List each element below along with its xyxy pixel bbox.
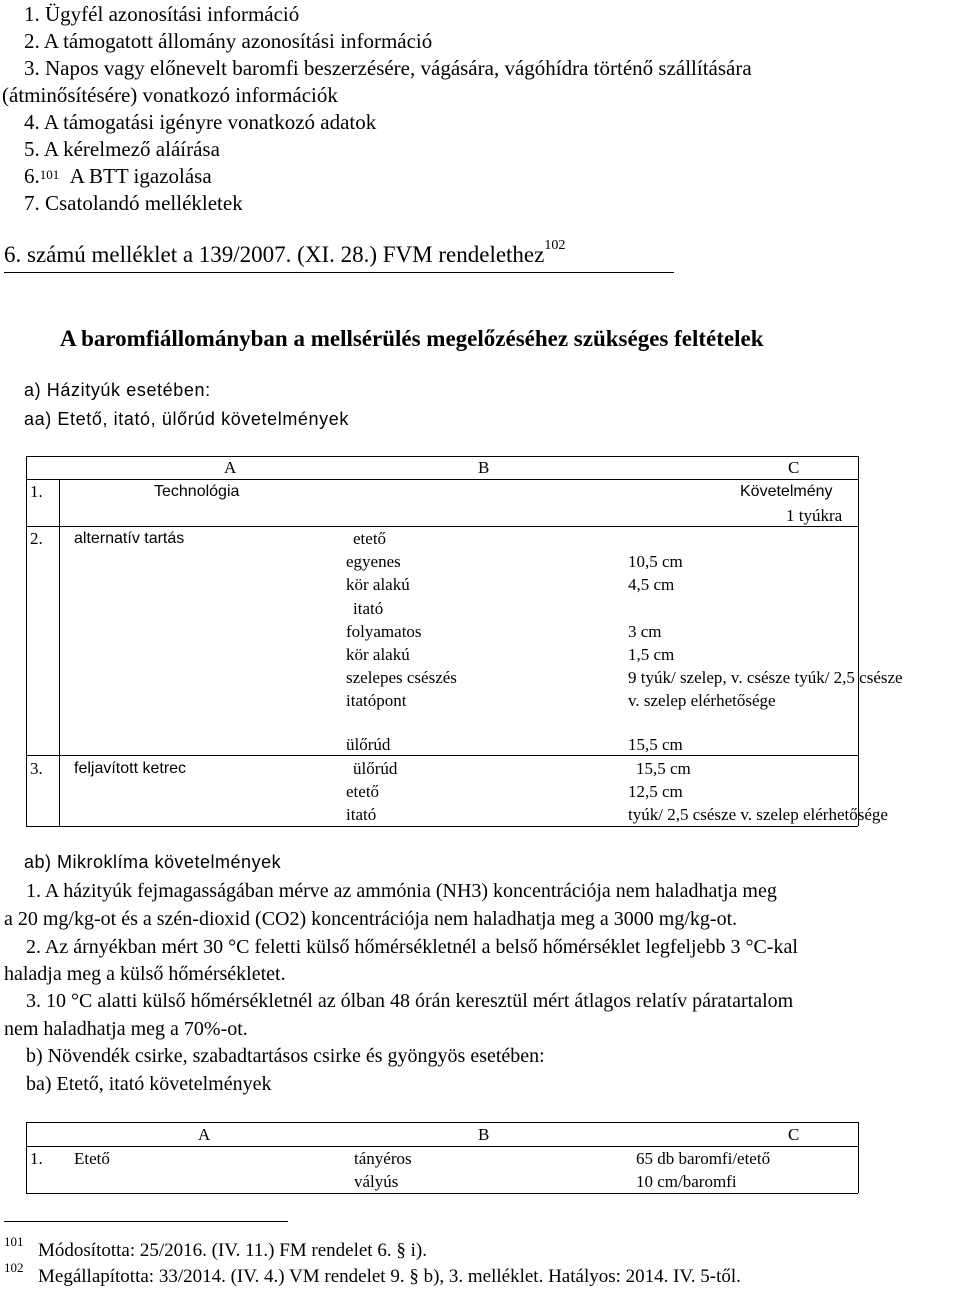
toc-item-2: 2. A támogatott állomány azonosítási információ [24, 29, 433, 53]
table-1-num-col-border [59, 479, 60, 826]
table-1-r3-drinker-value: tyúk/ 2,5 csésze v. szelep elérhetősége [628, 805, 888, 824]
annex-title-underline [4, 272, 674, 273]
toc-item-4: 4. A támogatási igényre vonatkozó adatok [24, 110, 377, 134]
table-1-r1-per-hen: 1 tyúkra [786, 506, 843, 525]
toc-item-1: 1. Ügyfél azonosítási információ [24, 2, 300, 26]
table-1-r3-perch-value: 15,5 cm [636, 759, 691, 778]
table-1-r3-drinker: itató [346, 805, 377, 824]
toc-item-5: 5. A kérelmező aláírása [24, 137, 220, 161]
table-1-r2-continuous: folyamatos [346, 622, 422, 641]
annex-heading: A baromfiállományban a mellsérülés megelőzéséhez szükséges feltételek [60, 326, 764, 351]
section-b-heading: b) Növendék csirke, szabadtartásos csirke és gyöngyös esetében: [26, 1045, 545, 1067]
footnote-ref-101[interactable]: 101 [39, 167, 60, 182]
microclimate-p1: 1. A házityúk fejmagasságában mérve az ammónia (NH3) koncentrációja nem haladhatja meg [26, 880, 777, 902]
footnote-101-text: Módosította: 25/2016. (IV. 11.) FM rendelet 6. § i). [38, 1240, 427, 1261]
table-1-r2-valve-cup: szelepes csészés [346, 668, 457, 687]
table-2-r1-feeder: Etető [74, 1149, 110, 1168]
table-1-r1-technology: Technológia [154, 483, 240, 500]
table-1-r2-valve-cup-value: 9 tyúk/ szelep, v. csésze tyúk/ 2,5 csésze [628, 668, 903, 687]
microclimate-p2: 2. Az árnyékban mért 30 °C feletti külső hőmérsékletnél a belső hőmérséklet legfeljebb 3 °C-kal [26, 936, 798, 958]
table-1-r2-drinking-point: itatópont [346, 691, 407, 710]
table-2-col-a-header: A [198, 1125, 211, 1144]
section-ba-heading: ba) Etető, itató követelmények [26, 1073, 272, 1095]
table-1-r2-straight: egyenes [346, 552, 401, 571]
table-1-col-b-header: B [478, 458, 490, 477]
section-aa-heading: aa) Etető, itató, ülőrúd követelmények [24, 409, 349, 429]
footnote-102-text: Megállapította: 33/2014. (IV. 4.) VM rendelet 9. § b), 3. melléklet. Hatályos: 2014. IV. 5-től. [38, 1266, 741, 1287]
table-2-r1-num: 1. [30, 1149, 43, 1168]
footnote-separator [4, 1221, 288, 1222]
table-1-r1-requirement: Követelmény [740, 483, 833, 500]
table-2-r2-trough: vályús [354, 1172, 399, 1191]
table-1-r2-circular-drinker: kör alakú [346, 645, 410, 664]
table-1-right-border [858, 456, 859, 826]
table-2-right-border [858, 1122, 859, 1193]
table-2-r1-plate: tányéros [354, 1149, 412, 1168]
table-1-header-border [26, 479, 858, 480]
table-1-r2-circular-drinker-value: 1,5 cm [628, 645, 675, 664]
table-1-r2-technology: alternatív tartás [74, 530, 185, 547]
table-1-r3-perch: ülőrúd [353, 759, 398, 778]
table-1-r3-feeder: etető [346, 782, 380, 801]
footnote-ref-102[interactable]: 102 [544, 238, 566, 253]
table-1-row1-border [26, 526, 858, 527]
table-1-col-c-header: C [788, 458, 800, 477]
table-1-r3-technology: feljavított ketrec [74, 760, 187, 777]
table-2-left-border [26, 1122, 27, 1193]
footnote-102-num: 102 [4, 1260, 24, 1275]
table-1-r3-num: 3. [30, 759, 43, 778]
microclimate-p3: 3. 10 °C alatti külső hőmérsékletnél az ólban 48 órán keresztül mért átlagos relatív páratartalom [26, 990, 794, 1012]
section-a-heading: a) Házityúk esetében: [24, 380, 211, 400]
table-2-header-border [26, 1146, 858, 1147]
table-1-r2-num: 2. [30, 529, 43, 548]
table-2-r1-value: 65 db baromfi/etető [636, 1149, 771, 1168]
table-1-r1-num: 1. [30, 482, 43, 501]
table-1-col-a-header: A [224, 458, 237, 477]
table-1-r2-circular-value: 4,5 cm [628, 575, 675, 594]
table-1-r3-feeder-value: 12,5 cm [628, 782, 683, 801]
toc-item-6-text: A BTT igazolása [69, 164, 212, 188]
table-1-row2-border [26, 755, 858, 756]
table-1-top-border [26, 456, 858, 457]
table-2-r2-value: 10 cm/baromfi [636, 1172, 737, 1191]
microclimate-p1-cont: a 20 mg/kg-ot és a szén-dioxid (CO2) koncentrációja nem haladhatja meg a 3000 mg/kg-ot. [4, 908, 738, 930]
table-2-col-c-header: C [788, 1125, 800, 1144]
table-1-r2-drinker: itató [353, 599, 384, 618]
table-1-r2-continuous-value: 3 cm [628, 622, 662, 641]
table-1-r2-valve-cup-value-cont: v. szelep elérhetősége [628, 691, 776, 710]
table-1-left-border [26, 456, 27, 826]
toc-item-7: 7. Csatolandó mellékletek [24, 191, 243, 215]
section-ab-heading: ab) Mikroklíma követelmények [24, 852, 282, 872]
toc-item-3: 3. Napos vagy előnevelt baromfi beszerzésére, vágására, vágóhídra történő szállítására [24, 56, 752, 80]
table-2-top-border [26, 1122, 858, 1123]
table-1-r2-perch-value: 15,5 cm [628, 735, 683, 754]
microclimate-p2-cont: haladja meg a külső hőmérsékletet. [4, 963, 286, 985]
table-1-r2-circular: kör alakú [346, 575, 410, 594]
table-1-r2-straight-value: 10,5 cm [628, 552, 683, 571]
annex-title [4, 238, 566, 268]
toc-item-6 [24, 163, 212, 190]
table-2-bottom-border [26, 1193, 858, 1194]
microclimate-p3-cont: nem haladhatja meg a 70%-ot. [4, 1018, 248, 1040]
table-2-col-b-header: B [478, 1125, 490, 1144]
table-1-bottom-border [26, 826, 858, 827]
table-1-r2-feeder: etető [353, 529, 387, 548]
toc-item-3-cont: (átminősítésére) vonatkozó információk [2, 83, 338, 107]
annex-title-text: 6. számú melléklet a 139/2007. (XI. 28.) FVM rendelethez [4, 242, 545, 267]
table-1-r2-perch: ülőrúd [346, 735, 391, 754]
toc-item-6-num: 6. [24, 164, 40, 188]
footnote-101-num: 101 [4, 1234, 24, 1249]
